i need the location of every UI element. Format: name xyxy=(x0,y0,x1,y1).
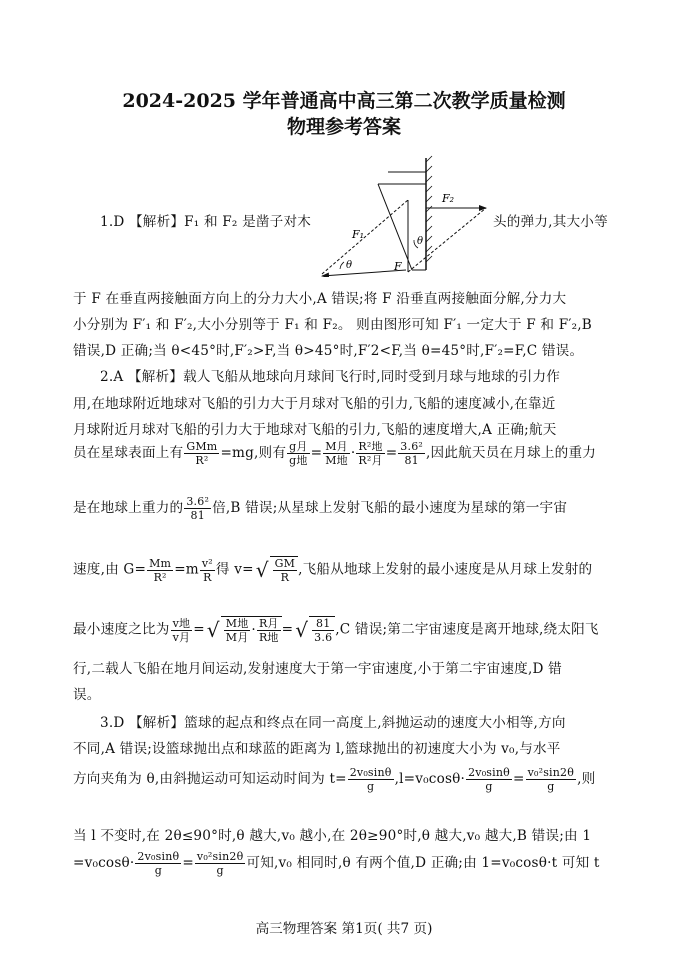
q2-line-3: 月球附近月球对飞船的引力大于地球对飞船的引力,飞船的速度增大,A 正确;航天 xyxy=(73,422,557,438)
label-theta-right: θ xyxy=(417,236,424,247)
label-f: F xyxy=(394,260,402,273)
q1-line-3: 小分别为 F′₁ 和 F′₂,大小分别等于 F₁ 和 F₂。 则由图形可知 F′₁ 一定大于 F 和 F′₂,B xyxy=(73,317,592,333)
frac-g-ratio: $\frac{\text{g月}}{\text{g地}}$ xyxy=(289,440,308,467)
q2-line-8: 行,二载人飞船在地月间运动,发射速度大于第一宇宙速度,小于第二宇宙速度,D 错 xyxy=(73,661,562,677)
frac-36-81-b: $\frac{\text{3.6²}}{81}$ xyxy=(186,495,210,522)
q2-line-9: 误。 xyxy=(73,687,101,703)
frac-v-ratio: $\frac{\text{v地}}{\text{v月}}$ xyxy=(172,616,191,644)
frac-t: $\frac{\text{2v₀sinθ}}{g}$ xyxy=(349,766,392,793)
frac-v2-r: $\frac{\text{v²}}{R}$ xyxy=(201,556,213,584)
q2-line-4: 员在星球表面上有 $\frac{\text{GMm}}{\text{R²}}$ =mg,则有 $\frac{\text{g月}}{\text{g地}}$ = $\frac{\text{M月}}{\text{M地}}$ · $\frac{\text{R²地}}{\text{R²月}}$ = $\frac{\text{3.6²}}{81}$ ,因此航天员在月球上的重力 xyxy=(73,440,597,467)
q2-line-5: 是在地球上重力的 $\frac{\text{3.6²}}{81}$ 倍,B 错误;从星球上发射飞船的最小速度为星球的第一宇宙 xyxy=(73,495,568,522)
page-footer: 高三物理答案 第1页( 共7 页) xyxy=(255,921,433,937)
q3-line-2: 不同,A 错误;设篮球抛出点和球蓝的距离为 l,篮球抛出的初速度大小为 v₀,与水平 xyxy=(73,741,561,757)
q3-line-4: 当 l 不变时,在 2θ≤90°时,θ 越大,v₀ 越小,在 2θ≥90°时,θ 越大,v₀ 越大,B 错误;由 1 xyxy=(73,828,592,844)
frac-m-ratio: $\frac{\text{M月}}{\text{M地}}$ xyxy=(325,440,348,467)
label-theta-left: θ xyxy=(346,260,353,271)
q1-line-1b: 头的弹力,其大小等 xyxy=(493,214,608,230)
q3-line-5: =v₀cosθ· $\frac{\text{2v₀sinθ}}{g}$ = $\frac{\text{v₀²sin2θ}}{g}$ 可知,v₀ 相同时,θ 有两个值,D 正确;由 1=v₀cosθ·t 可知 t xyxy=(73,850,600,877)
frac-mm-r2: $\frac{Mm}{\text{R²}}$ xyxy=(149,556,172,584)
q2-line-1: 2.A 【解析】载人飞船从地球向月球间飞行时,同时受到月球与地球的引力作 xyxy=(100,369,561,385)
q1-line-1a: 1.D 【解析】F₁ 和 F₂ 是凿子对木 xyxy=(100,214,312,230)
q3-line-3: 方向夹角为 θ,由斜抛运动可知运动时间为 t= $\frac{\text{2v₀sinθ}}{g}$ ,l=v₀cosθ· $\frac{\text{2v₀sinθ}}{g}$ = $\frac{\text{v₀²sin2θ}}{g}$ ,则 xyxy=(73,766,596,793)
q3-line-1: 3.D 【解析】篮球的起点和终点在同一高度上,斜抛运动的速度大小相等,方向 xyxy=(100,715,566,731)
label-f1: F₁ xyxy=(352,228,365,241)
page-subtitle: 物理参考答案 xyxy=(286,116,401,138)
q2-line-6: 速度,由 G= $\frac{Mm}{\text{R²}}$ =m $\frac{\text{v²}}{R}$ 得 v= √ $\frac{GM}{R}$ ,飞船从地球上发射的最小速度是从月球上发射的 xyxy=(73,556,593,584)
q2-line-4a: 员在星球表面上有 xyxy=(73,445,184,461)
sqrt-gm-r: $\frac{GM}{R}$ xyxy=(270,556,298,584)
q1-line-2: 于 F 在垂直两接触面方向上的分力大小,A 错误;将 F 沿垂直两接触面分解,分力大 xyxy=(73,291,567,307)
sqrt-m-r: $\frac{\text{M地}}{\text{M月}}$ · $\frac{\text{R月}}{\text{R地}}$ xyxy=(221,616,282,644)
q1-line-4: 错误,D 正确;当 θ<45°时,F′₂>F,当 θ>45°时,F′2<F,当 θ=45°时,F′₂=F,C 错误。 xyxy=(73,343,584,359)
frac-r-ratio: $\frac{\text{R²地}}{\text{R²月}}$ xyxy=(358,440,383,467)
frac-gmm-r2: $\frac{\text{GMm}}{\text{R²}}$ xyxy=(186,440,218,467)
page-title: 2024-2025 学年普通高中高三第二次教学质量检测 xyxy=(122,90,566,112)
q2-line-2: 用,在地球附近地球对飞船的引力大于月球对飞船的引力,飞船的速度减小,在靠近 xyxy=(73,396,556,412)
frac-36-81: $\frac{\text{3.6²}}{81}$ xyxy=(400,440,424,467)
sqrt-81-36: $\frac{81}{3.6}$ xyxy=(309,616,335,644)
q2-line-7: 最小速度之比为 $\frac{\text{v地}}{\text{v月}}$ = √ $\frac{\text{M地}}{\text{M月}}$ · $\frac{\text{R月}}{\text{R地}}$ = √ $\frac{81}{3.6}$ ,C 错误;第二宇宙速度是离开地球,绕太阳飞 xyxy=(73,616,599,644)
label-f2: F₂ xyxy=(442,192,455,205)
